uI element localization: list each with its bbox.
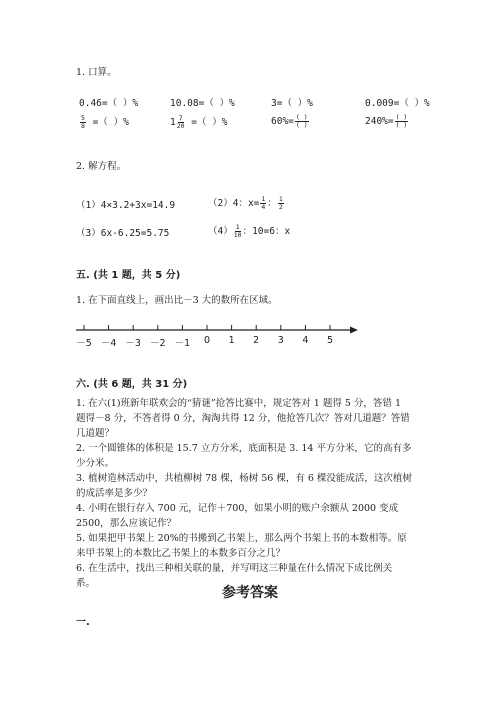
- calc-item-3: 3=（ ）%: [271, 98, 313, 109]
- tick-label: 2: [253, 335, 260, 346]
- fraction: $\frac{5}{8}$: [81, 114, 85, 130]
- calc-item-8: 240%= $\frac{( )}{( )}$: [365, 113, 408, 129]
- section-6-heading: 六. (共 6 题，共 31 分): [76, 379, 188, 390]
- question-line: 少分米。: [76, 458, 115, 469]
- tick-label: －5: [76, 338, 92, 349]
- equation-2: （2）4：x= $\frac{1}{4}$ ： $\frac{1}{2}$: [208, 195, 283, 211]
- fraction: $\frac{1}{10}$: [233, 223, 242, 239]
- fraction: $\frac{7}{20}$: [176, 114, 185, 130]
- fraction-blank: $\frac{( )}{( )}$: [295, 113, 308, 129]
- number-line: [0, 320, 500, 360]
- equation-1: （1）4×3.2+3x=14.9: [76, 200, 176, 211]
- section-2-heading: 2. 解方程。: [76, 161, 127, 172]
- question-line: 1. 在六(1)班新年联欢会的“猜谜”抢答比赛中，规定答对 1 题得 5 分，答错 1: [76, 398, 401, 409]
- question-line: 几道题？: [76, 428, 115, 439]
- question-line: 2500，那么应该记作？: [76, 518, 177, 529]
- answer-title: 参考答案: [222, 585, 278, 601]
- calc-item-5: $\frac{5}{8}$ =（ ）%: [81, 114, 129, 130]
- calc-item-6: 1 $\frac{7}{20}$ =（ ）%: [170, 114, 228, 130]
- tick-label: －1: [174, 338, 191, 349]
- fraction: $\frac{1}{4}$: [261, 195, 266, 211]
- section-6-questions: [76, 396, 412, 591]
- question-line: 6. 在生活中，找出三种相关联的量，并写明这三种量在什么情况下成比例关: [76, 563, 393, 574]
- answer-section-1: 一.: [76, 617, 90, 628]
- section-1-heading: 1. 口算。: [76, 67, 117, 78]
- tick-label: 3: [277, 335, 284, 346]
- tick-label: 0: [203, 335, 211, 346]
- question-line: 3. 植树造林活动中，共植柳树 78 棵，杨树 56 棵，有 6 棵没能成活，这次植树: [76, 473, 412, 484]
- equation-4: （4） $\frac{1}{10}$ ：10=6：x: [208, 223, 291, 239]
- section-5-heading: 五. (共 1 题，共 5 分): [76, 270, 181, 281]
- tick-label: －4: [100, 338, 117, 349]
- fraction: $\frac{1}{2}$: [278, 195, 283, 211]
- question-line: 5. 如果把甲书架上 20%的书搬到乙书架上，那么两个书架上书的本数相等。原: [76, 533, 407, 544]
- fraction-blank: $\frac{( )}{( )}$: [395, 113, 408, 129]
- tick-label: 5: [326, 335, 334, 346]
- calc-item-2: 10.08=（ ）%: [170, 98, 235, 109]
- calc-item-7: 60%= $\frac{( )}{( )}$: [271, 113, 308, 129]
- equation-3: （3）6x-6.25=5.75: [76, 228, 170, 239]
- calc-item-4: 0.009=（ ）%: [365, 98, 430, 109]
- tick-label: 4: [302, 335, 309, 346]
- tick-label: －2: [150, 338, 166, 349]
- question-5-1: 1. 在下面直线上，画出比－3 大的数所在区域。: [76, 295, 278, 306]
- tick-label: －3: [125, 338, 141, 349]
- tick-label: 1: [228, 335, 235, 346]
- question-line: 来甲书架上的本数比乙书架上的本数多百分之几？: [76, 548, 286, 559]
- question-line: 2. 一个圆锥体的体积是 15.7 立方分米，底面积是 3. 14 平方分米，它的高有多: [76, 443, 412, 454]
- calc-item-1: 0.46=（ ）%: [79, 98, 139, 109]
- question-line: 系。: [76, 578, 96, 589]
- question-line: 的成活率是多少？: [76, 488, 153, 499]
- question-line: 题得－8 分，不答者得 0 分，淘淘共得 12 分，他抢答几次？答对几道题？答错: [76, 413, 410, 424]
- question-line: 4. 小明在银行存入 700 元，记作＋700，如果小明的账户余额从 2000 变成: [76, 503, 399, 514]
- number-line-graphic: [0, 320, 500, 360]
- arrow-icon: [350, 327, 358, 334]
